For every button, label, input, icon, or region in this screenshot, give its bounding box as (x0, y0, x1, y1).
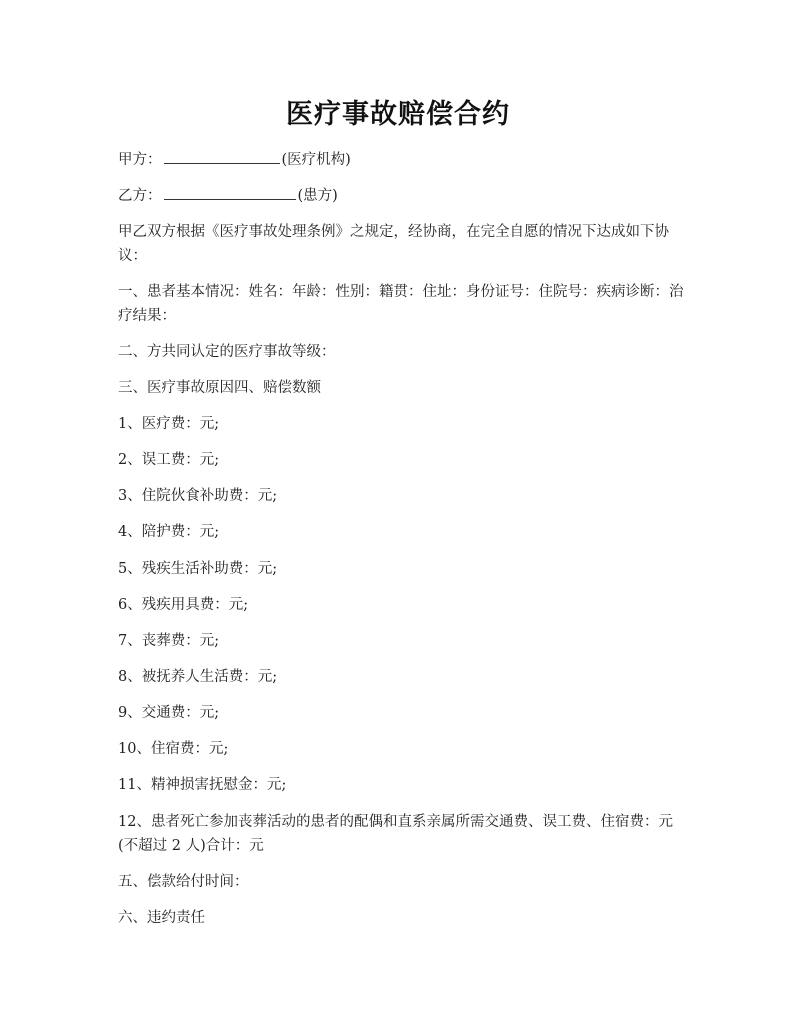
party-b-line (118, 184, 688, 208)
compensation-item-4: 4、陪护费：元; (118, 524, 220, 540)
party-a-suffix: (医疗机构) (281, 152, 351, 168)
party-a-blank[interactable] (164, 148, 280, 164)
compensation-item-10: 10、住宿费：元; (118, 741, 229, 757)
compensation-item-3: 3、住院伙食补助费：元; (118, 488, 278, 504)
party-b-label: 乙方： (118, 188, 162, 204)
compensation-item-11: 11、精神损害抚慰金：元; (118, 777, 287, 793)
compensation-item-9: 9、交通费：元; (118, 705, 220, 721)
section-payment-time: 五、偿款给付时间： (118, 874, 249, 890)
party-a-label: 甲方： (118, 152, 162, 168)
section-cause-and-amount: 三、医疗事故原因四、赔偿数额 (118, 380, 321, 396)
compensation-item-7: 7、丧葬费：元; (118, 633, 220, 649)
compensation-item-1: 1、医疗费：元; (118, 416, 220, 432)
party-b-blank[interactable] (164, 184, 296, 200)
compensation-item-12: 12、患者死亡参加丧葬活动的患者的配偶和直系亲属所需交通费、误工费、住宿费：元(不超过 2 人)合计：元 (118, 814, 673, 854)
party-a-line (118, 148, 688, 172)
party-b-suffix: (患方) (297, 188, 338, 204)
intro-paragraph: 甲乙双方根据《医疗事故处理条例》之规定，经协商，在完全自愿的情况下达成如下协议： (118, 224, 669, 264)
compensation-item-5: 5、残疾生活补助费：元; (118, 561, 278, 577)
compensation-item-6: 6、残疾用具费：元; (118, 597, 249, 613)
compensation-item-2: 2、误工费：元; (118, 452, 220, 468)
section-breach-liability: 六、违约责任 (118, 910, 205, 926)
compensation-item-8: 8、被抚养人生活费：元; (118, 669, 278, 685)
document-title: 医疗事故赔偿合约 (286, 99, 510, 130)
section-patient-info: 一、患者基本情况：姓名：年龄：性别：籍贯：住址：身份证号：住院号：疾病诊断：治疗结果： (118, 284, 684, 324)
section-accident-level: 二、方共同认定的医疗事故等级： (118, 344, 336, 360)
